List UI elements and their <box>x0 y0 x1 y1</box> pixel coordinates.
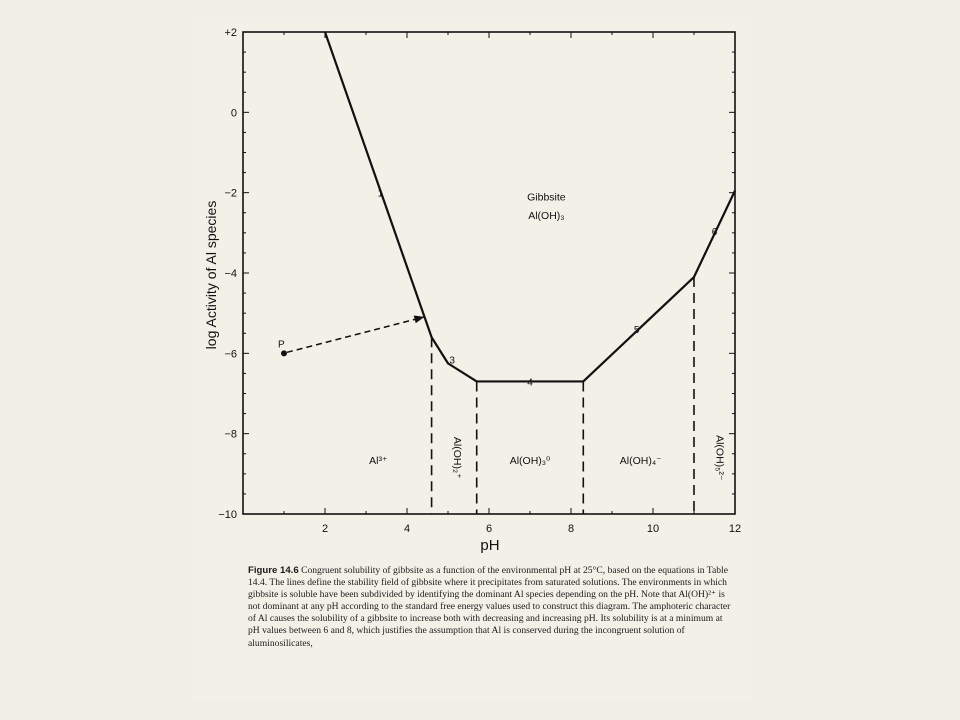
chart-marks <box>278 32 735 514</box>
y-tick-label: 0 <box>230 107 237 120</box>
y-axis-label: log Activity of Al species <box>203 200 219 350</box>
x-tick-label: 8 <box>567 523 575 535</box>
region-label: Al(OH)₃⁰ <box>509 454 551 467</box>
rotated-species-label: Al(OH)₂⁺ <box>451 436 464 479</box>
point-p <box>281 350 287 356</box>
segment-label: 1 <box>377 188 384 200</box>
plot-frame <box>243 32 735 514</box>
figure-caption <box>248 565 733 650</box>
x-tick-label: 10 <box>646 523 660 535</box>
chart-axes <box>218 27 741 535</box>
x-tick-label: 12 <box>728 523 742 535</box>
y-tick-label: −10 <box>218 509 237 521</box>
y-tick-label: −6 <box>224 348 237 361</box>
segment-label: 5 <box>633 325 640 337</box>
x-tick-label: 2 <box>321 523 329 535</box>
segment-label: 3 <box>449 355 455 367</box>
region-label: Al³⁺ <box>369 454 388 467</box>
y-tick-label: −2 <box>224 187 237 200</box>
caption-text: Congruent solubility of gibbsite as a function of the environmental pH at 25°C, based on the equations in Table 14.4. The lines define the stability field of gibbsite where it precipitates from saturated solutions. The environments in which gibbsite is soluble have been subdivided by identifying the dominant Al species depending on the pH. Note that Al(OH)²⁺ is not dominant at any pH according to the standard free energy values used to construct this diagram. The amphoteric character of Al causes the solubility of a gibbsite to increase both with decreasing and increasing pH. Its solubility is at a minimum at pH values between 6 and 8, which justifies the assumption that Al is conserved during the incongruent solution of aluminosilicates, <box>248 565 731 649</box>
region-label: Al(OH)₃ <box>528 209 565 222</box>
x-axis-label: pH <box>480 537 500 554</box>
y-tick-label: −4 <box>224 268 237 280</box>
caption-label: Figure 14.6 <box>248 565 299 576</box>
y-tick-label: +2 <box>224 27 237 39</box>
segment-label: 4 <box>527 377 533 389</box>
region-label: Gibbsite <box>527 191 566 204</box>
solubility-boundary-line <box>325 32 735 381</box>
segment-label: 6 <box>711 226 718 238</box>
dissolution-arrow <box>287 317 423 352</box>
solubility-chart <box>193 17 751 557</box>
region-label: Al(OH)₄⁻ <box>619 454 662 467</box>
point-p-label: P <box>278 339 285 351</box>
x-tick-label: 4 <box>403 523 411 535</box>
rotated-species-label: Al(OH)₅²⁻ <box>713 435 726 481</box>
x-tick-label: 6 <box>485 523 493 535</box>
y-tick-label: −8 <box>224 428 237 441</box>
figure-page <box>193 17 751 701</box>
